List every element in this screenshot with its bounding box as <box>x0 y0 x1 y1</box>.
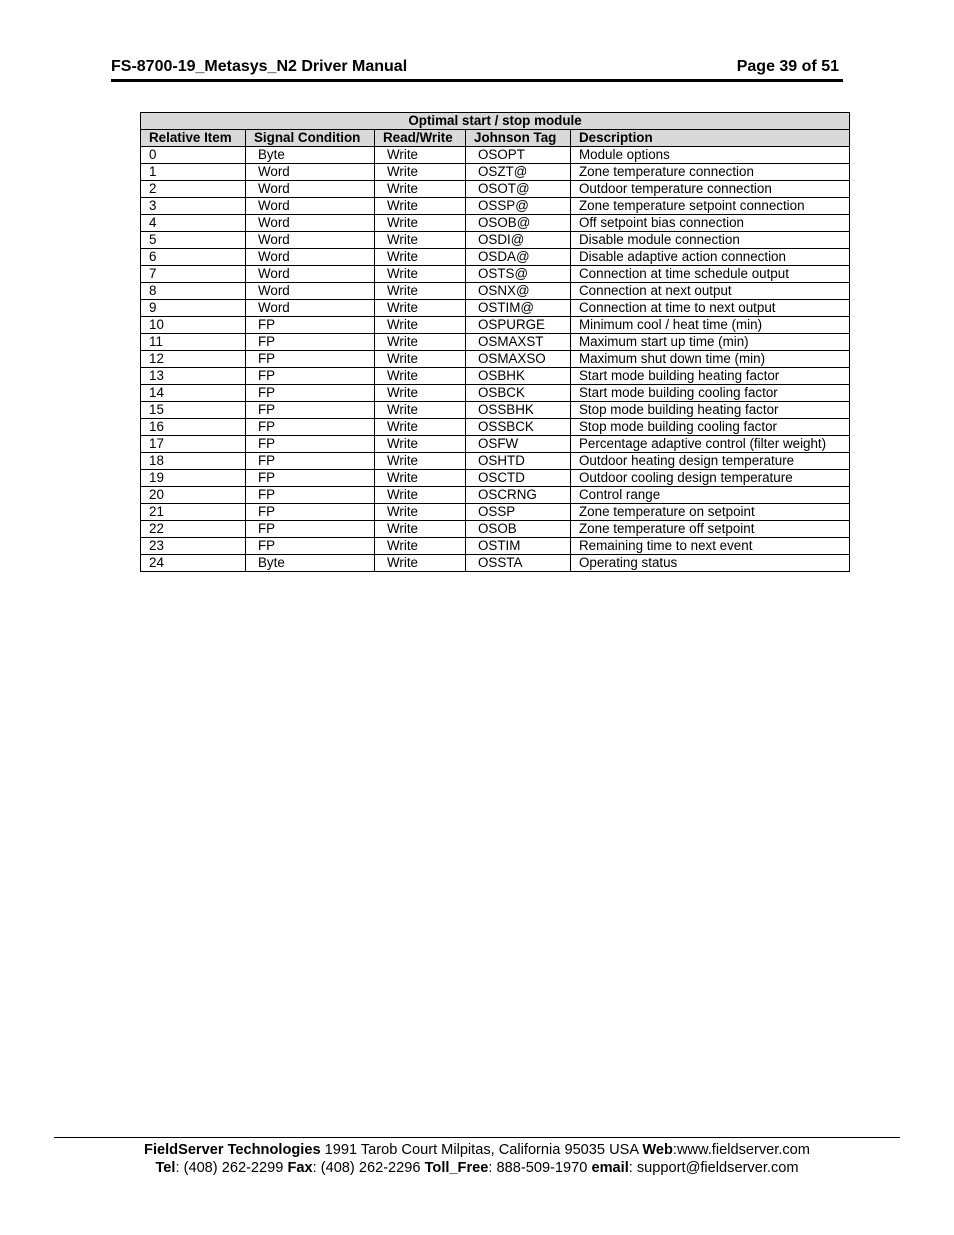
cell-relative-item: 19 <box>141 470 246 487</box>
cell-read-write: Write <box>375 402 466 419</box>
cell-relative-item: 10 <box>141 317 246 334</box>
footer-email-value: : support@fieldserver.com <box>628 1160 799 1176</box>
cell-johnson-tag: OSBHK <box>466 368 571 385</box>
cell-signal-condition: Word <box>246 283 375 300</box>
cell-relative-item: 0 <box>141 147 246 164</box>
cell-signal-condition: FP <box>246 504 375 521</box>
cell-description: Off setpoint bias connection <box>571 215 850 232</box>
table-body <box>141 147 850 572</box>
cell-johnson-tag: OSDI@ <box>466 232 571 249</box>
cell-signal-condition: FP <box>246 453 375 470</box>
cell-signal-condition: Word <box>246 232 375 249</box>
table-row <box>141 453 850 470</box>
cell-signal-condition: FP <box>246 351 375 368</box>
cell-description: Stop mode building cooling factor <box>571 419 850 436</box>
cell-relative-item: 6 <box>141 249 246 266</box>
cell-relative-item: 23 <box>141 538 246 555</box>
column-header-description: Description <box>571 130 850 147</box>
cell-read-write: Write <box>375 436 466 453</box>
cell-description: Control range <box>571 487 850 504</box>
footer-company: FieldServer Technologies <box>144 1142 321 1158</box>
cell-relative-item: 22 <box>141 521 246 538</box>
cell-description: Zone temperature on setpoint <box>571 504 850 521</box>
cell-description: Zone temperature setpoint connection <box>571 198 850 215</box>
cell-signal-condition: FP <box>246 436 375 453</box>
cell-read-write: Write <box>375 419 466 436</box>
cell-signal-condition: Byte <box>246 147 375 164</box>
cell-signal-condition: FP <box>246 334 375 351</box>
cell-signal-condition: FP <box>246 521 375 538</box>
cell-description: Maximum start up time (min) <box>571 334 850 351</box>
cell-signal-condition: FP <box>246 402 375 419</box>
table-row <box>141 368 850 385</box>
footer-fax-label: Fax <box>287 1160 313 1176</box>
footer-web-label: Web <box>642 1142 673 1158</box>
cell-description: Percentage adaptive control (filter weight) <box>571 436 850 453</box>
cell-read-write: Write <box>375 385 466 402</box>
cell-johnson-tag: OSOB@ <box>466 215 571 232</box>
table-row <box>141 470 850 487</box>
table-row <box>141 317 850 334</box>
table-row <box>141 385 850 402</box>
cell-read-write: Write <box>375 470 466 487</box>
cell-signal-condition: Word <box>246 198 375 215</box>
footer-line-2 <box>54 1159 900 1177</box>
cell-read-write: Write <box>375 504 466 521</box>
cell-johnson-tag: OSOT@ <box>466 181 571 198</box>
cell-johnson-tag: OSMAXSO <box>466 351 571 368</box>
cell-johnson-tag: OSFW <box>466 436 571 453</box>
cell-relative-item: 1 <box>141 164 246 181</box>
cell-johnson-tag: OSTIM@ <box>466 300 571 317</box>
cell-read-write: Write <box>375 215 466 232</box>
table-row <box>141 351 850 368</box>
footer-web-value: :www.fieldserver.com <box>672 1142 810 1158</box>
cell-read-write: Write <box>375 266 466 283</box>
cell-relative-item: 14 <box>141 385 246 402</box>
cell-read-write: Write <box>375 453 466 470</box>
cell-johnson-tag: OSSBHK <box>466 402 571 419</box>
cell-description: Module options <box>571 147 850 164</box>
cell-signal-condition: Word <box>246 266 375 283</box>
table-row <box>141 198 850 215</box>
cell-johnson-tag: OSZT@ <box>466 164 571 181</box>
cell-read-write: Write <box>375 283 466 300</box>
cell-read-write: Write <box>375 487 466 504</box>
footer-tel-value: : (408) 262-2299 <box>175 1160 288 1176</box>
table-row <box>141 402 850 419</box>
cell-johnson-tag: OSOPT <box>466 147 571 164</box>
cell-johnson-tag: OSPURGE <box>466 317 571 334</box>
table-caption-row <box>141 113 850 130</box>
cell-relative-item: 11 <box>141 334 246 351</box>
footer-tel-label: Tel <box>155 1160 176 1176</box>
cell-read-write: Write <box>375 555 466 572</box>
cell-read-write: Write <box>375 147 466 164</box>
cell-signal-condition: Word <box>246 181 375 198</box>
cell-relative-item: 21 <box>141 504 246 521</box>
table-row <box>141 181 850 198</box>
cell-johnson-tag: OSOB <box>466 521 571 538</box>
cell-read-write: Write <box>375 351 466 368</box>
cell-signal-condition: Word <box>246 164 375 181</box>
cell-read-write: Write <box>375 317 466 334</box>
cell-relative-item: 13 <box>141 368 246 385</box>
cell-relative-item: 5 <box>141 232 246 249</box>
table-row <box>141 334 850 351</box>
table-row <box>141 436 850 453</box>
table-row <box>141 249 850 266</box>
cell-signal-condition: FP <box>246 368 375 385</box>
cell-description: Disable module connection <box>571 232 850 249</box>
footer-tollfree-label: Toll_Free <box>424 1160 489 1176</box>
cell-johnson-tag: OSNX@ <box>466 283 571 300</box>
table-row <box>141 164 850 181</box>
page-footer <box>54 1141 900 1177</box>
cell-relative-item: 20 <box>141 487 246 504</box>
cell-description: Zone temperature off setpoint <box>571 521 850 538</box>
cell-relative-item: 9 <box>141 300 246 317</box>
cell-description: Disable adaptive action connection <box>571 249 850 266</box>
page-number: Page 39 of 51 <box>736 58 839 75</box>
table-caption: Optimal start / stop module <box>141 113 850 130</box>
cell-read-write: Write <box>375 334 466 351</box>
cell-johnson-tag: OSBCK <box>466 385 571 402</box>
optimal-start-stop-table <box>140 112 850 572</box>
cell-signal-condition: FP <box>246 419 375 436</box>
footer-fax-value: : (408) 262-2296 <box>312 1160 425 1176</box>
table-row <box>141 555 850 572</box>
cell-signal-condition: Word <box>246 249 375 266</box>
footer-divider <box>54 1137 900 1138</box>
cell-johnson-tag: OSDA@ <box>466 249 571 266</box>
cell-signal-condition: FP <box>246 317 375 334</box>
cell-signal-condition: Word <box>246 215 375 232</box>
cell-description: Zone temperature connection <box>571 164 850 181</box>
cell-description: Stop mode building heating factor <box>571 402 850 419</box>
cell-read-write: Write <box>375 538 466 555</box>
table-row <box>141 215 850 232</box>
cell-relative-item: 18 <box>141 453 246 470</box>
document-title: FS-8700-19_Metasys_N2 Driver Manual <box>111 58 408 75</box>
cell-johnson-tag: OSSP@ <box>466 198 571 215</box>
footer-address: 1991 Tarob Court Milpitas, California 95035 USA <box>320 1142 643 1158</box>
cell-relative-item: 15 <box>141 402 246 419</box>
table-row <box>141 538 850 555</box>
cell-signal-condition: FP <box>246 470 375 487</box>
cell-relative-item: 16 <box>141 419 246 436</box>
table-row <box>141 419 850 436</box>
page-header <box>111 57 843 82</box>
cell-signal-condition: FP <box>246 487 375 504</box>
cell-description: Remaining time to next event <box>571 538 850 555</box>
cell-johnson-tag: OSTIM <box>466 538 571 555</box>
column-header-johnson-tag: Johnson Tag <box>466 130 571 147</box>
cell-read-write: Write <box>375 198 466 215</box>
cell-johnson-tag: OSSP <box>466 504 571 521</box>
cell-read-write: Write <box>375 249 466 266</box>
cell-read-write: Write <box>375 521 466 538</box>
table-row <box>141 283 850 300</box>
cell-johnson-tag: OSCTD <box>466 470 571 487</box>
table-header-row <box>141 130 850 147</box>
cell-johnson-tag: OSCRNG <box>466 487 571 504</box>
cell-johnson-tag: OSTS@ <box>466 266 571 283</box>
table-row <box>141 521 850 538</box>
cell-description: Outdoor heating design temperature <box>571 453 850 470</box>
cell-read-write: Write <box>375 368 466 385</box>
table-row <box>141 147 850 164</box>
column-header-signal-condition: Signal Condition <box>246 130 375 147</box>
cell-read-write: Write <box>375 164 466 181</box>
cell-description: Connection at time to next output <box>571 300 850 317</box>
column-header-relative-item: Relative Item <box>141 130 246 147</box>
cell-signal-condition: Byte <box>246 555 375 572</box>
footer-tollfree-value: : 888-509-1970 <box>488 1160 592 1176</box>
cell-johnson-tag: OSHTD <box>466 453 571 470</box>
table-row <box>141 300 850 317</box>
cell-signal-condition: Word <box>246 300 375 317</box>
cell-relative-item: 12 <box>141 351 246 368</box>
cell-description: Maximum shut down time (min) <box>571 351 850 368</box>
cell-relative-item: 24 <box>141 555 246 572</box>
cell-relative-item: 2 <box>141 181 246 198</box>
cell-read-write: Write <box>375 300 466 317</box>
cell-signal-condition: FP <box>246 538 375 555</box>
table-row <box>141 487 850 504</box>
cell-relative-item: 4 <box>141 215 246 232</box>
cell-johnson-tag: OSSBCK <box>466 419 571 436</box>
cell-description: Outdoor temperature connection <box>571 181 850 198</box>
cell-johnson-tag: OSSTA <box>466 555 571 572</box>
cell-johnson-tag: OSMAXST <box>466 334 571 351</box>
table-row <box>141 232 850 249</box>
column-header-read-write: Read/Write <box>375 130 466 147</box>
cell-relative-item: 7 <box>141 266 246 283</box>
footer-line-1 <box>54 1141 900 1159</box>
footer-email-label: email <box>591 1160 629 1176</box>
cell-description: Connection at next output <box>571 283 850 300</box>
cell-description: Start mode building heating factor <box>571 368 850 385</box>
table-row <box>141 504 850 521</box>
cell-relative-item: 3 <box>141 198 246 215</box>
cell-relative-item: 8 <box>141 283 246 300</box>
cell-description: Outdoor cooling design temperature <box>571 470 850 487</box>
cell-signal-condition: FP <box>246 385 375 402</box>
cell-description: Start mode building cooling factor <box>571 385 850 402</box>
cell-relative-item: 17 <box>141 436 246 453</box>
cell-read-write: Write <box>375 181 466 198</box>
cell-description: Connection at time schedule output <box>571 266 850 283</box>
cell-read-write: Write <box>375 232 466 249</box>
cell-description: Minimum cool / heat time (min) <box>571 317 850 334</box>
table-row <box>141 266 850 283</box>
cell-description: Operating status <box>571 555 850 572</box>
